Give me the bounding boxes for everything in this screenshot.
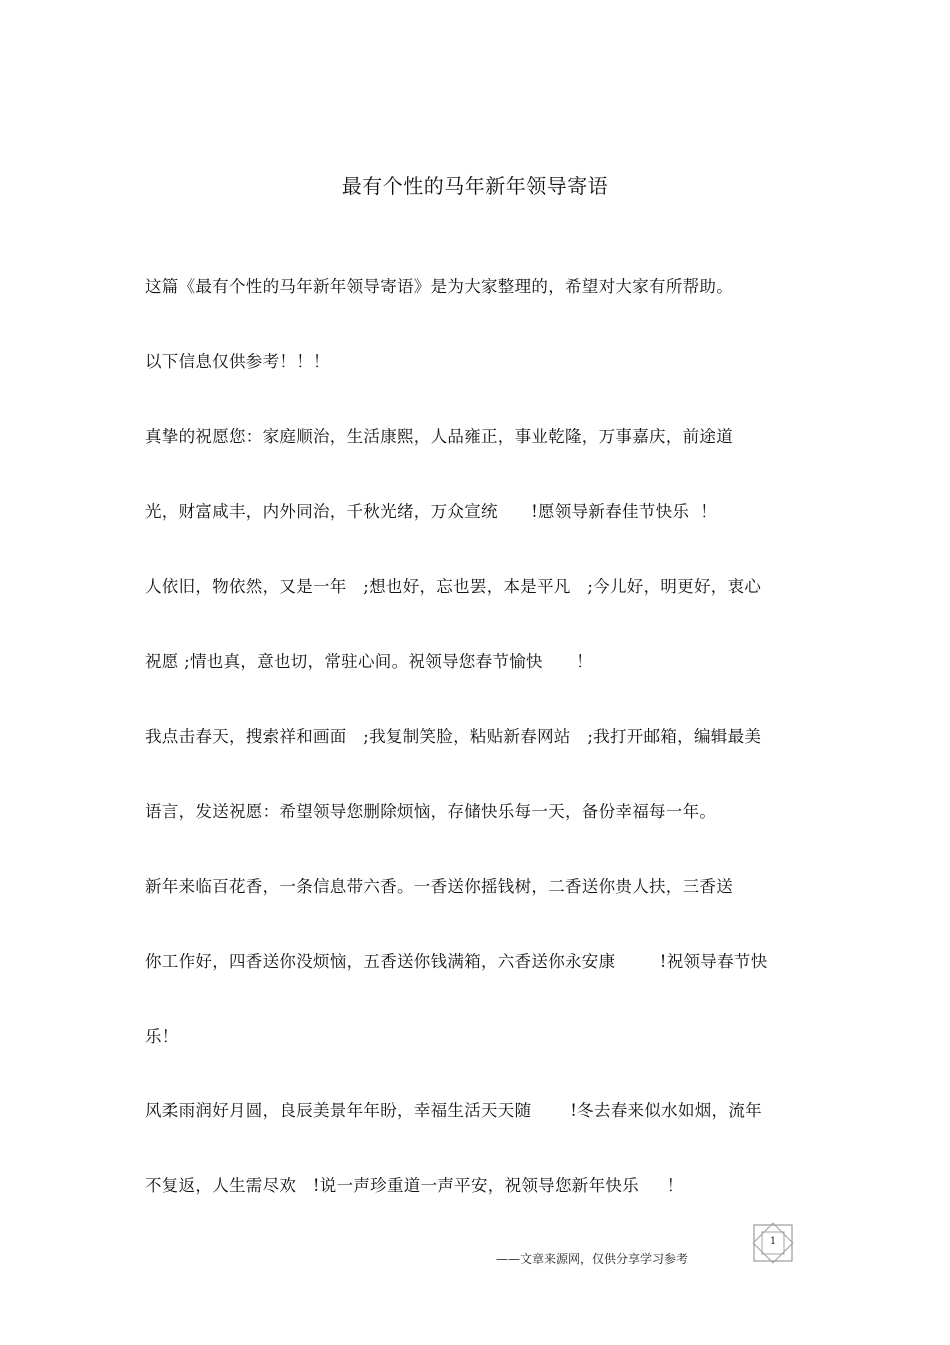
page-number: 1 [769, 1236, 777, 1247]
paragraph-line: 人依旧，物依然，又是一年 ;想也好，忘也罢，本是平凡 ;今儿好，明更好，衷心 [145, 577, 762, 596]
paragraph-line: 以下信息仅供参考！！！ [145, 352, 330, 371]
paragraph-line: 你工作好，四香送你没烦恼，五香送你钱满箱，六香送你永安康 !祝领导春节快 [145, 952, 768, 971]
paragraph-line: 语言，发送祝愿：希望领导您删除烦恼，存储快乐每一天，备份幸福每一年。 [145, 802, 717, 821]
paragraph-line: 光，财富咸丰，内外同治，千秋光绪，万众宣统 !愿领导新春佳节快乐 ！ [145, 502, 718, 521]
paragraph-line: 祝愿 ;情也真，意也切，常驻心间。祝领导您春节愉快 ！ [145, 652, 593, 671]
document-title: 最有个性的马年新年领导寄语 [341, 174, 609, 198]
paragraph-line: 新年来临百花香，一条信息带六香。一香送你摇钱树，二香送你贵人扶，三香送 [145, 877, 733, 896]
paragraph-line: 风柔雨润好月圆，良辰美景年年盼，幸福生活天天随 !冬去春来似水如烟，流年 [145, 1101, 762, 1120]
paragraph-line: 乐！ [145, 1027, 179, 1046]
paragraph-line: 这篇《最有个性的马年新年领导寄语》是为大家整理的，希望对大家有所帮助。 [145, 277, 733, 296]
footer-source-note: ——文章来源网，仅供分享学习参考 [496, 1252, 689, 1266]
paragraph-line: 真挚的祝愿您：家庭顺治，生活康熙，人品雍正，事业乾隆，万事嘉庆，前途道 [145, 427, 733, 446]
paragraph-line: 不复返，人生需尽欢 !说一声珍重道一声平安，祝领导您新年快乐 ！ [145, 1176, 684, 1195]
paragraph-line: 我点击春天，搜索祥和画面 ;我复制笑脸，粘贴新春网站 ;我打开邮箱，编辑最美 [145, 727, 762, 746]
page-number-badge [748, 1222, 798, 1264]
